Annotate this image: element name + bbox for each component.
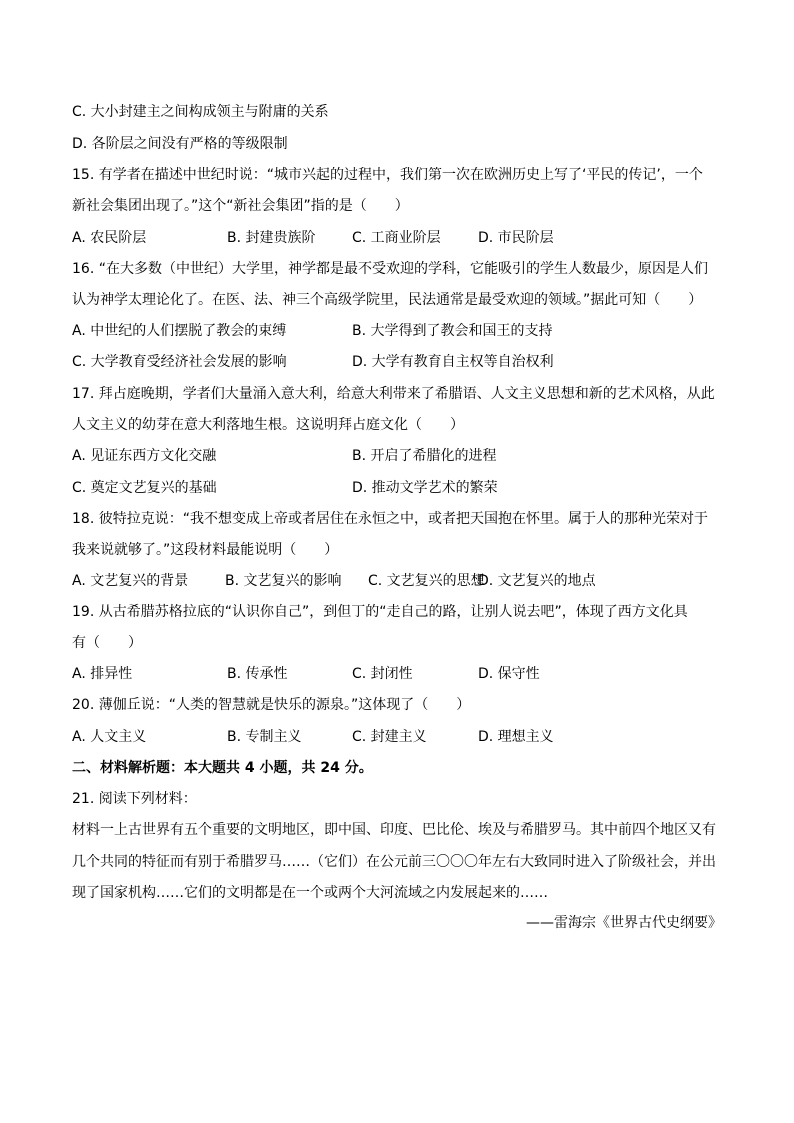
q21-intro: 21. 阅读下列材料：: [72, 791, 197, 807]
q14-option-d: D. 各阶层之间没有严格的等级限制: [72, 136, 288, 152]
q18-option-b: B. 文艺复兴的影响: [225, 573, 342, 589]
q18-stem-line2: 我来说就够了。”这段材料最能说明（ ）: [72, 542, 339, 558]
q18-option-c: C. 文艺复兴的思想: [368, 573, 485, 589]
q19-option-a: A. 排异性: [72, 666, 133, 682]
q19-option-d: D. 保守性: [478, 666, 540, 682]
q17-option-b: B. 开启了希腊化的进程: [352, 448, 497, 464]
q15-stem-line1: 15. 有学者在描述中世纪时说：“城市兴起的过程中，我们第一次在欧洲历史上写了‘平民的传记’，一个: [72, 167, 703, 183]
q17-stem-line2: 人文主义的幼芽在意大利落地生根。这说明拜占庭文化（ ）: [72, 417, 464, 433]
q20-stem: 20. 薄伽丘说：“人类的智慧就是快乐的源泉。”这体现了（ ）: [72, 697, 471, 713]
q19-option-c: C. 封闭性: [352, 666, 413, 682]
q16-stem-line1: 16. “在大多数（中世纪）大学里，神学都是最不受欢迎的学科，它能吸引的学生人数最少，原因是人们: [72, 261, 708, 277]
q19-stem-line1: 19. 从古希腊苏格拉底的“认识你自己”，到但丁的“走自己的路，让别人说去吧”，体现了西方文化具: [72, 604, 688, 620]
q15-option-c: C. 工商业阶层: [352, 230, 441, 246]
q15-option-d: D. 市民阶层: [478, 230, 554, 246]
q18-option-d: D. 文艺复兴的地点: [478, 573, 596, 589]
q17-option-d: D. 推动文学艺术的繁荣: [352, 480, 498, 496]
q20-option-a: A. 人文主义: [72, 729, 147, 745]
q20-option-b: B. 专制主义: [227, 729, 302, 745]
q16-option-c: C. 大学教育受经济社会发展的影响: [72, 354, 287, 370]
q21-material-line2: 几个共同的特征而有别于希腊罗马……（它们）在公元前三〇〇〇年左右大致同时进入了阶级社会，并出: [72, 854, 716, 870]
q17-stem-line1: 17. 拜占庭晚期，学者们大量涌入意大利，给意大利带来了希腊语、人文主义思想和新的艺术风格，从此: [72, 386, 715, 402]
q17-option-c: C. 奠定文艺复兴的基础: [72, 480, 217, 496]
q14-option-c: C. 大小封建主之间构成领主与附庸的关系: [72, 104, 329, 120]
q19-stem-line2: 有（ ）: [72, 635, 142, 651]
q21-source-citation: ——雷海宗《世界古代史纲要》: [526, 915, 722, 931]
q16-option-d: D. 大学有教育自主权等自治权利: [352, 354, 554, 370]
q15-stem-line2: 新社会集团出现了。”这个“新社会集团”指的是（ ）: [72, 198, 409, 214]
q15-option-a: A. 农民阶层: [72, 230, 147, 246]
q16-option-b: B. 大学得到了教会和国王的支持: [352, 323, 553, 339]
q16-stem-line2: 认为神学太理论化了。在医、法、神三个高级学院里，民法通常是最受欢迎的领域。”据此可知（ ）: [72, 292, 703, 308]
q20-option-c: C. 封建主义: [352, 729, 427, 745]
q17-option-a: A. 见证东西方文化交融: [72, 448, 217, 464]
section-heading: 二、材料解析题：本大题共 4 小题，共 24 分。: [72, 760, 373, 776]
q16-option-a: A. 中世纪的人们摆脱了教会的束缚: [72, 323, 287, 339]
q21-material-line3: 现了国家机构……它们的文明都是在一个或两个大河流域之内发展起来的……: [72, 885, 548, 901]
q15-option-b: B. 封建贵族阶: [227, 230, 316, 246]
q18-stem-line1: 18. 彼特拉克说：“我不想变成上帝或者居住在永恒之中，或者把天国抱在怀里。属于人的那种光荣对于: [72, 511, 708, 527]
q19-option-b: B. 传承性: [227, 666, 288, 682]
q20-option-d: D. 理想主义: [478, 729, 554, 745]
q21-material-line1: 材料一上古世界有五个重要的文明地区，即中国、印度、巴比伦、埃及与希腊罗马。其中前四个地区又有: [72, 822, 716, 838]
q18-option-a: A. 文艺复兴的背景: [72, 573, 189, 589]
